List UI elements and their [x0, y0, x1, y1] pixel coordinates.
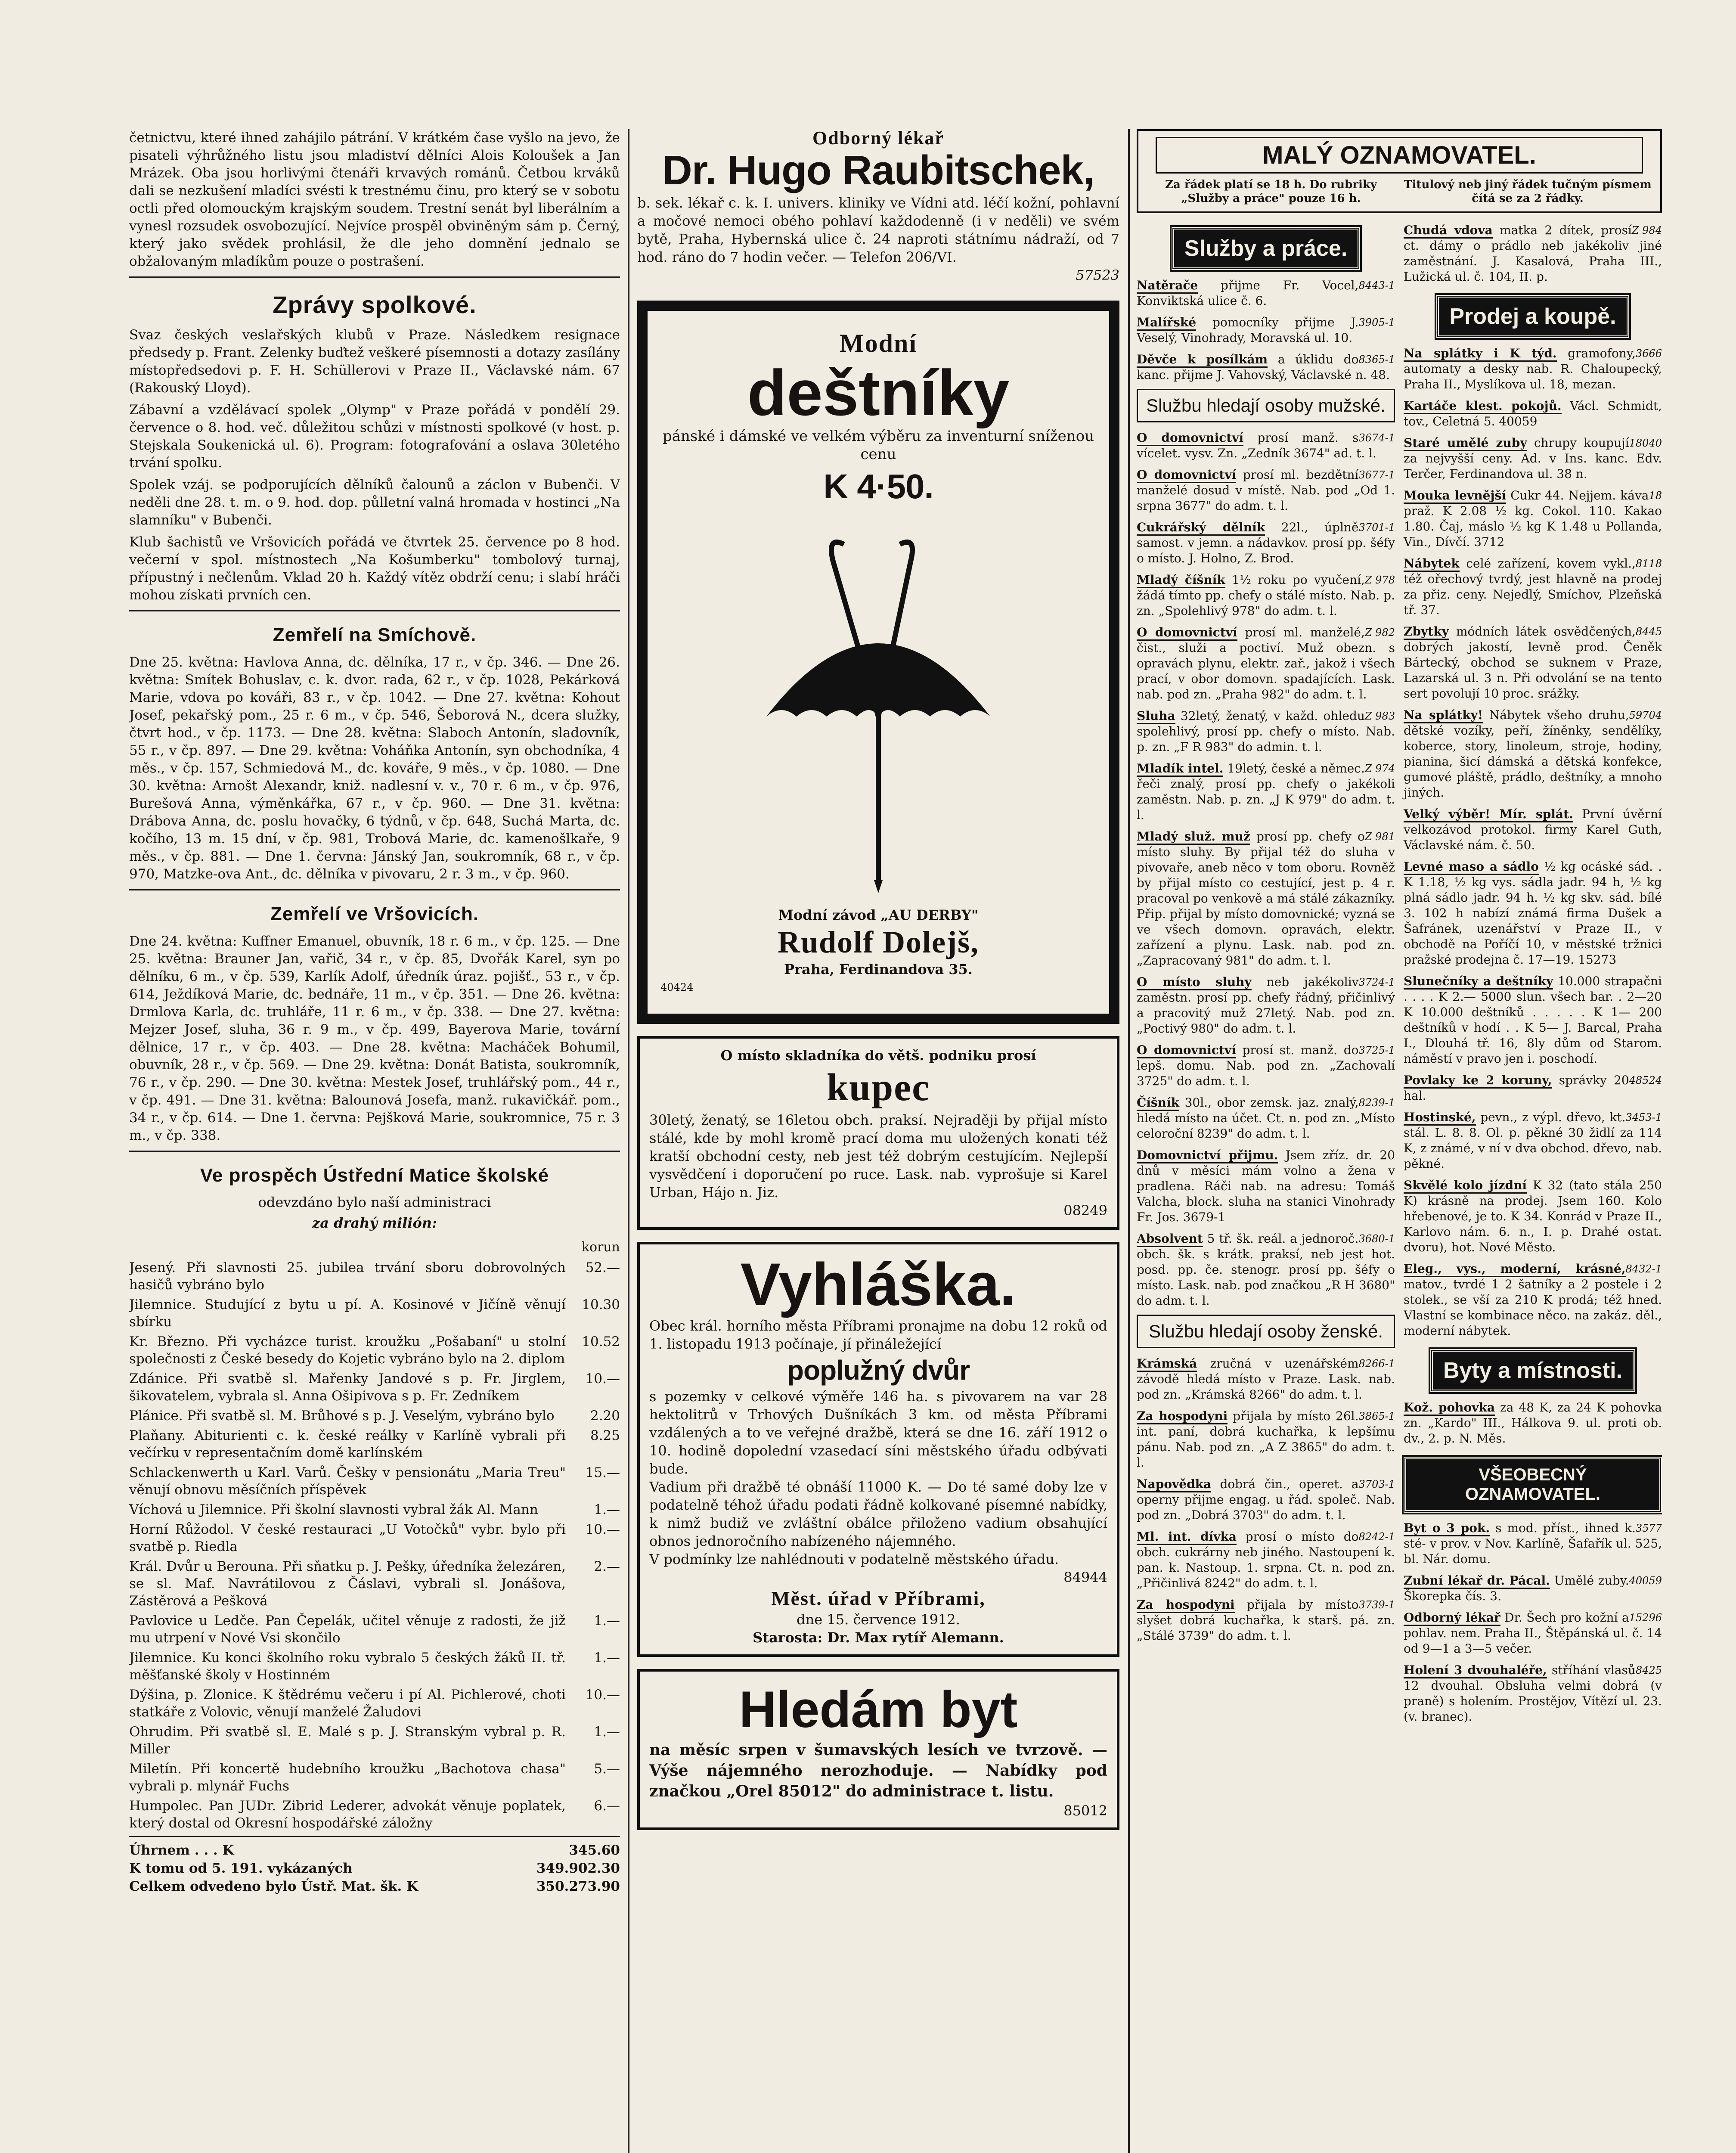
ad-vyhlaska-big: Vyhláška.	[740, 1250, 1017, 1318]
donation-row	[129, 1407, 620, 1424]
ad-raubitschek-body: b. sek. lékař c. k. I. univers. kliniky ve Vídni atd. léčí kožní, pohlavní a močové nemoci obého pohlaví každodenně (i v neděli) ve svém bytě, Praha, Hybernská ulice č. 24 naproti státnímu nádraží, od 7 hod. ráno do 7 hodin večer. — Telefon 206/VI.	[637, 195, 1119, 265]
ad-raubitschek-name: Dr. Hugo Raubitschek,	[662, 147, 1094, 193]
classified-ad	[1137, 430, 1395, 461]
classified-ad	[1137, 1095, 1395, 1142]
classified-text: zručná v uzenářském závodě hledá místo v Praze. Lask. nab. pod zn. „Krámská 8266" do adm. t. l.	[1137, 1356, 1395, 1402]
donation-amount: 1.—	[594, 1724, 620, 1740]
classified-text: matka 2 dítek, prosí ct. dámy o prádlo neb jakékoliv jiné zaměstnání. J. Kasalová, Praha III., Lužická ul. č. 104, II. p.	[1404, 223, 1662, 284]
classified-ad	[1137, 708, 1395, 755]
classified-ad	[1137, 1231, 1395, 1309]
donation-amount: 2.—	[594, 1559, 620, 1574]
classified-keyword: Levné maso a sádlo	[1404, 859, 1539, 875]
classified-ad	[1137, 520, 1395, 566]
badge-oznamovatel: VŠEOBECNÝ OZNAMOVATEL.	[1404, 1457, 1662, 1513]
newspaper-page	[129, 129, 1662, 2153]
ad-kupec-line1: O místo skladníka do větš. podniku prosí	[720, 1047, 1036, 1064]
donation-row	[129, 1723, 620, 1758]
ad-kupec-body: 30letý, ženatý, se 16letou obch. praksí. Nejraději by přijal místo stálé, kde by mohl kromě prací doma mu uložených konati též kratší obchodní cesty, neb jest též dobrým cestujícím. Nejlepší vysvědčení i doporučení po ruce. Lask. nab. vyprošuje si Karel Urban, Hájo n. Jiz.	[649, 1112, 1107, 1201]
ad-destniky-store: Modní závod „AU DERBY"	[778, 907, 979, 923]
ad-vyhlaska-p2: s pozemky v celkové výměře 146 ha. s pivovarem na var 28 hektolitrů v Trhových Dušníkách 3 km. od města Příbrami vzdálených a to ve veřejné dražbě, která se dne 16. září 1912 o 10. hodině dopolední vzasedací síni městského úřadu odbývati bude.	[649, 1388, 1107, 1477]
classified-number: 8365-1	[1358, 354, 1395, 366]
masthead-note-left: Za řádek platí se 18 h. Do rubriky „Služby a práce" pouze 16 h.	[1165, 178, 1377, 205]
classified-ad	[1137, 1148, 1395, 1225]
classified-keyword: Cukrářský dělník	[1137, 520, 1265, 536]
classified-ad	[1404, 1178, 1662, 1255]
donation-amount: 10.—	[585, 1687, 620, 1703]
classified-keyword: Holení 3 dvouhaléře,	[1404, 1663, 1547, 1678]
classified-ad	[1137, 315, 1395, 346]
ad-byt-big: Hledám byt	[739, 1681, 1018, 1738]
column-rule	[628, 129, 629, 2153]
classified-ad	[1137, 1408, 1395, 1470]
classified-keyword: Ml. int. dívka	[1137, 1529, 1237, 1545]
ad-destniky-big: deštníky	[747, 357, 1010, 429]
classified-number: 3577	[1635, 1522, 1662, 1534]
donation-row	[129, 1612, 620, 1647]
classified-ad	[1404, 974, 1662, 1067]
classified-text: celé zařízení, kovem vykl., též ořechový tvrdý, jest hlavně na prodej za přiz. ceny. Nejedlý, Smíchov, Plzeňská tř. 37.	[1404, 556, 1662, 617]
classified-number: 8239-1	[1358, 1097, 1395, 1109]
classified-keyword: Mouka levnější	[1404, 488, 1506, 504]
classified-number: 8443-1	[1358, 279, 1395, 292]
classified-number: 3905-1	[1358, 316, 1395, 329]
classified-text: přijala by místo slyšet dobrá kuchařka, k starš. pá. zn. „Stálé 3739" do adm. t. l.	[1137, 1598, 1395, 1643]
classified-ad	[1137, 625, 1395, 702]
divider	[129, 1151, 620, 1152]
classified-keyword: Zubní lékař dr. Pácal.	[1404, 1573, 1550, 1589]
donation-row	[129, 1501, 620, 1518]
donation-text: Dýšina, p. Zlonice. K štědrému večeru i pí Al. Pichlerové, choti statkáře z Volovic, věnují manželé Žaludovi	[129, 1687, 566, 1720]
classified-number: 3703-1	[1358, 1478, 1395, 1490]
classified-keyword: Staré umělé zuby	[1404, 436, 1527, 451]
classified-number: 3701-1	[1358, 521, 1395, 534]
classified-ad	[1137, 1356, 1395, 1402]
classified-text: pomocníky přijme J. Veselý, Vinohrady, Moravská ul. 10.	[1137, 315, 1359, 345]
seek-male-heading: Službu hledají osoby mužské.	[1137, 389, 1395, 422]
classified-number: 3865-1	[1358, 1410, 1395, 1422]
donation-text: Král. Dvůr u Berouna. Při sňatku p. J. Pešky, úředníka železáren, se sl. Maf. Navrátilovou z Čáslavi, vybrali sl. Jonášova, Zástěrová a Pešková	[129, 1559, 566, 1609]
donation-row	[129, 1259, 620, 1294]
classified-number: 3677-1	[1358, 469, 1395, 481]
donation-text: Ohrudim. Při svatbě sl. E. Malé s p. J. Stranským vybral p. R. Miller	[129, 1724, 566, 1757]
classified-text: První úvěrní velkozávod protokol. firmy Karel Guth, Václavské nám. č. 50.	[1404, 807, 1662, 852]
donation-text: Zdánice. Při svatbě sl. Mařenky Jandové s p. Fr. Jirglem, šikovatelem, vybrala sl. Anna Ošipivova s p. Fr. Zedníkem	[129, 1371, 566, 1404]
classified-ad	[1404, 859, 1662, 968]
classified-keyword: Kartáče klest. pokojů.	[1404, 399, 1562, 414]
ad-destniky-price: K 4·50.	[823, 467, 933, 506]
classified-number: 3453-1	[1625, 1111, 1662, 1123]
classified-keyword: Nábytek	[1404, 556, 1460, 572]
classified-ad	[1404, 398, 1662, 429]
classified-text: 30l., obor zemsk. jaz. znalý, hledá místo na účet. Ct. n. pod zn. „Místo celoroční 8239" do adm. t. l.	[1137, 1095, 1395, 1141]
classified-text: stříhání vlasů 12 dvouhal. Obsluha velmi dobrá (v praně) s holením. Prostějov, Vítězí ul. 23. (v. branec).	[1404, 1663, 1662, 1724]
ad-vyhlaska-date: dne 15. července 1912.	[797, 1611, 960, 1628]
classified-number: 3725-1	[1358, 1044, 1395, 1056]
classified-keyword: Na splátky i K týd.	[1404, 346, 1557, 362]
ad-vyhlaska-p3: Vadium při dražbě té obnáší 11000 K. — Do té samé doby lze v podatelně téhož úřadu podati řádně kolkované písemné nabídky, k nimž budiž ve zvláštní obálce přiloženo vadium obsahující obnos jednoročního nabízeného nájemného.	[649, 1479, 1107, 1549]
ad-vyhlaska-number: 84944	[1063, 1569, 1107, 1585]
classified-keyword: Na splátky!	[1404, 708, 1483, 723]
classified-text: pevn., z výpl. dřevo, kt. stál. L. 8. 8. Ol. p. pěkné 30 židlí za 114 K, z známé, v ní v dva obchod. dřevo, nab. pěkné.	[1404, 1110, 1662, 1171]
donation-text: Jesený. Při slavnosti 25. jubilea trvání sboru dobrovolných hasičů vybráno bylo	[129, 1260, 566, 1293]
classified-keyword: Děvče k posílkám	[1137, 352, 1268, 368]
donation-row	[129, 1558, 620, 1610]
umbrella-icon	[758, 518, 999, 897]
column-rule	[1128, 129, 1130, 2153]
donation-row	[129, 1370, 620, 1405]
classified-keyword: Mladý služ. muž	[1137, 829, 1250, 845]
classified-keyword: Skvělé kolo jízdní	[1404, 1178, 1527, 1194]
ad-kupec-big: kupec	[826, 1066, 930, 1109]
divider	[129, 276, 620, 278]
ad-hledam-byt	[637, 1669, 1119, 1830]
classified-number: 3666	[1635, 347, 1662, 360]
divider	[129, 1836, 620, 1837]
donation-row	[129, 1427, 620, 1461]
classified-text: ½ kg ocáské sád. . K 1.18, ½ kg vys. sádla jadr. 94 h, ½ kg plná sádlo jadr. 94 h. ½ kg skv. sád. bílé 3. 102 h nabízí známá firma Dušek a Šafránek, uzenářství v Praze II., v obchodě na Poříčí 10, v městské tržnici pražské prodejna č. 17—19. 15273	[1404, 859, 1662, 967]
classified-ad	[1404, 1261, 1662, 1339]
section-heading-spolkove: Zprávy spolkové.	[273, 291, 477, 318]
donation-text: Humpolec. Pan JUDr. Zibrid Lederer, advokát věnuje poplatek, který dostal od Okresní hospodářské záložny	[129, 1798, 566, 1831]
donation-amount: 10.30	[582, 1297, 620, 1312]
donation-row	[129, 1333, 620, 1368]
spolkove-item: Svaz českých veslařských klubů v Praze. Následkem resignace předsedy p. Frant. Zelenky buďtež veškeré písemnosti a dotazy zasílány místopředsedovi p. F. H. Schüllerovi v Praze II., Václavské nám. 67 (Rakouský Lloyd).	[129, 327, 620, 396]
classified-ad	[1137, 829, 1395, 968]
donation-text: Miletín. Při koncertě hudebního kroužku „Bachotova chasa" vybrali p. mlynář Fuchs	[129, 1761, 566, 1794]
classified-ad	[1137, 974, 1395, 1036]
classified-ad	[1137, 761, 1395, 823]
classified-keyword: Slunečníky a deštníky	[1404, 974, 1553, 990]
ad-destniky-line2: pánské i dámské ve velkém výběru za inventurní sníženou cenu	[662, 428, 1094, 463]
classified-text: 1½ roku po vyučení, žádá tímto pp. chefy o stálé místo. Nab. p. zn. „Spolehlivý 978" do adm. t. l.	[1137, 573, 1395, 618]
classified-text: chrupy koupují za nejvyšší ceny. Ad. v Ins. kanc. Edv. Terčer, Ferdinandova ul. 38 n.	[1404, 436, 1662, 481]
donation-amount: 1.—	[594, 1502, 620, 1517]
classifieds-title: MALÝ OZNAMOVATEL.	[1156, 137, 1643, 174]
classified-ad	[1137, 1477, 1395, 1523]
classified-number: Z 981	[1364, 831, 1395, 843]
classified-number: Z 984	[1631, 224, 1662, 236]
classified-keyword: Velký výběr! Mír. splát.	[1404, 807, 1573, 822]
classified-text: K 32 (tato stála 250 K) krásně na prodej. Jsem 160. Kolo hřebenové, je to. K 34. Konrád v Praze II., Karlovo nám. 6. n., I. p. Drahé ostat. dvoru), hot. Nové Město.	[1404, 1178, 1662, 1254]
matice-subheading-2: za drahý milión:	[312, 1215, 437, 1231]
classified-number: Z 978	[1364, 574, 1395, 586]
classified-text: 5 tř. šk. reál. a jednoroč. obch. šk. s krátk. praksí, neb jest hot. posd. pp. če. stenogr. prosí pp. šéfy o místo. Lask. nab. pod značkou „R H 3680" do adm. t. l.	[1137, 1232, 1395, 1308]
donation-amount: 52.—	[585, 1260, 620, 1275]
donation-amount: 1.—	[594, 1613, 620, 1629]
previous-value: 349.902.30	[536, 1861, 620, 1876]
spolkove-item: Spolek vzáj. se podporujících dělníků čalounů a záclon v Bubenči. V neděli dne 28. t. m. o 9. hod. dop. půlletní valná hromada v hostinci „Na slamníku" v Bubenči.	[129, 477, 620, 528]
grand-total-row	[129, 1877, 620, 1896]
classified-ad	[1137, 1529, 1395, 1591]
classified-keyword: Sluha	[1137, 709, 1175, 724]
classified-number: Z 974	[1364, 763, 1395, 775]
classified-keyword: Napovědka	[1137, 1477, 1211, 1492]
spolkove-item: Zábavní a vzdělávací spolek „Olymp" v Praze pořádá v pondělí 29. července o 8. hod. več. důležitou schůzi v místnosti spolkové (v host. p. Stejskala Soukenická ul. 6). Program: fotografování a oslava 30letého trvání spolku.	[129, 402, 620, 471]
classified-number: 3680-1	[1358, 1233, 1395, 1245]
ad-kupec-number: 08249	[1063, 1202, 1107, 1219]
badge-prodej: Prodej a koupě.	[1436, 295, 1629, 338]
classified-keyword: O místo sluhy	[1137, 975, 1252, 990]
donation-text: Plaňany. Abiturienti c. k. české reálky v Karlíně vybrali při večírku v representačním domě karlínském	[129, 1428, 566, 1461]
classified-text: 32letý, ženatý, v každ. ohledu spolehlivý, prosí pp. chefy o místo. Nab. p. zn. „F R 983" do admin. t. l.	[1137, 709, 1395, 754]
classified-text: prosí o místo do obch. cukrárny neb jiného. Nastoupení k. pan. k. Nastoup. 1. srpna. Ct. n. pod zn. „Přičinlivá 8242" do adm. t. l.	[1137, 1529, 1395, 1590]
classified-keyword: Domovnictví přijmu.	[1137, 1148, 1278, 1163]
classified-ad	[1404, 1400, 1662, 1446]
ad-vyhlaska-signed: Starosta: Dr. Max rytíř Alemann.	[753, 1629, 1004, 1646]
donation-text: Jilemnice. Studující z bytu u pí. A. Kosinové v Jičíně věnují sbírku	[129, 1297, 566, 1330]
classified-number: Z 983	[1364, 710, 1395, 722]
classified-text: Václ. Schmidt, tov., Celetná 5. 40059	[1404, 399, 1662, 428]
ad-byt-number: 85012	[1063, 1802, 1107, 1819]
classified-number: 18040	[1629, 437, 1662, 449]
smichov-deaths: Dne 25. května: Havlova Anna, dc. dělníka, 17 r., v čp. 346. — Dne 26. května: Smítek Bohuslav, c. k. dvor. rada, 62 r., v čp. 1028, Pekárková Marie, vdova po kováři, 83 r., v čp. 1042. — Dne 27. května: Kohout Josef, pekařský pom., 25 r. 6 m., v čp. 546, Šeborová N., dcera služky, čtvrt hod., v čp. 1173. — Dne 28. května: Slaboch Antonín, sladovník, 55 r., v čp. 897. — Dne 29. května: Voháňka Antonín, syn obchodníka, 4 měs., v čp. 157, Schmiedová M., dc. kováře, 9 měs., v čp. 1080. — Dne 30. května: Arnošt Alexandr, kniž. nadlesní v. v., 70 r. 6 m., v čp. 976, Burešová Anna, výměnkářka, 67 r., v čp. 960. — Dne 31. května: Drábova Anna, dc. poslu hovačky, 6 týdnů, v čp. 648, Suchá Marta, dc. kočího, 13 m. 15 dní, v čp. 981, Trobová Marie, dc. kamenošlkaře, 9 měs., v čp. 881. — Dne 1. června: Jánský Jan, soukromník, 68 r., v čp. 970, Matzke-ova Ant., dc. dělníka v pivovaru, 2 r. 3 m., v čp. 960.	[129, 655, 620, 882]
classified-keyword: Povlaky ke 2 koruny,	[1404, 1073, 1552, 1089]
ad-vyhlaska-p1: Obec král. horního města Příbrami pronajme na dobu 12 roků od 1. listopadu 1913 počínaje, jí přináležející	[649, 1318, 1107, 1352]
classified-number: 3674-1	[1358, 432, 1395, 444]
ad-kupec	[637, 1036, 1119, 1230]
classified-number: 59704	[1629, 709, 1662, 721]
classified-number: 18	[1649, 490, 1662, 502]
classified-keyword: Zbytky	[1404, 624, 1449, 640]
classified-text: 22l., úplně samost. v jemn. a nádavkov. prosí pp. šéfy o místo. J. Holno, Z. Brod.	[1137, 520, 1395, 565]
classified-keyword: O domovnictví	[1137, 431, 1243, 446]
donation-amount: 1.—	[594, 1650, 620, 1666]
total-row	[129, 1841, 620, 1859]
section-heading-matice: Ve prospěch Ústřední Matice školské	[200, 1165, 549, 1186]
classified-number: 8118	[1635, 558, 1662, 570]
classified-ad	[1404, 1663, 1662, 1725]
ad-destniky-line1: Modní	[839, 329, 918, 357]
donation-text: Víchová u Jilemnice. Při školní slavnosti vybral žák Al. Mann	[129, 1502, 538, 1517]
classified-ad	[1137, 352, 1395, 383]
classified-ad	[1404, 223, 1662, 285]
classified-text: Dr. Šech pro kožní a pohlav. nem. Praha II., Štěpánská ul. č. 14 od 9—1 a 3—5 večer.	[1404, 1610, 1662, 1656]
classified-ad	[1404, 807, 1662, 853]
previous-label: K tomu od 5. 191. vykázaných	[129, 1861, 353, 1876]
classified-keyword: Malířské	[1137, 315, 1196, 331]
classified-text: Cukr 44. Nejjem. káva praž. K 2.08 ½ kg. Cokol. 110. Kakao 1.80. Čaj, máslo ½ kg K 1.48 u Pollanda, Vin., Dívčí. 3712	[1404, 488, 1662, 549]
classified-number: 8242-1	[1358, 1531, 1395, 1543]
donations-list	[129, 1259, 620, 1832]
classified-text: za 48 K, za 24 K pohovka zn. „Kardo" III., Hálkova 9. ul. proti ob. dv., 2. p. N. Měs.	[1404, 1400, 1662, 1446]
classified-text: a úklidu do kanc. přijme J. Vahovský, Václavské n. 48.	[1137, 352, 1390, 382]
masthead-note-right: Titulový neb jiný řádek tučným písmem čítá se za 2 řádky.	[1404, 178, 1652, 205]
donation-amount: 2.20	[590, 1408, 620, 1424]
section-heading-vrsovice: Zemřelí ve Vršovicích.	[270, 903, 479, 924]
donation-text: Horní Růžodol. V české restauraci „U Votočků" vybr. bylo při svatbě p. Riedla	[129, 1522, 566, 1554]
classified-text: prosí pp. chefy o místo sluhy. By přijal též do sluha v pivovaře, aneb něco v tom oboru. Rovněž by přijal místo co cestující, jest p. 4 r. pracoval po venkově a má stálé zákazníky. Přip. přijal by místo domovnické; vyzná se ve všech domovn. opravách, elektr. zařízení a plynu. Lask. nab. pod zn. „Zapracovaný 981" do adm. t. l.	[1137, 829, 1395, 968]
classified-ad	[1404, 624, 1662, 701]
classified-ad	[1137, 572, 1395, 619]
classified-text: přijala by místo 26l. int. paní, dobrá kuchařka, k lepšímu pánu. Nab. pod zn. „A Z 3865" do adm. t. l.	[1137, 1409, 1395, 1470]
classified-text: neb jakékoliv zaměstn. prosí pp. chefy řádný, přičinlivý a pracovitý muž 27letý. Nab. pod zn. „Poctivý 980" do adm. t. l.	[1137, 975, 1395, 1036]
classified-keyword: Natěrače	[1137, 278, 1198, 294]
classified-text: 19letý, české a němec. řeči znalý, prosí pp. chefy o jakékoli zaměstn. Nab. p. zn. „J K 979" do adm. t. l.	[1137, 761, 1395, 822]
section-heading-smichov: Zemřelí na Smíchově.	[273, 624, 477, 645]
classified-text: 10.000 strapačni . . . . K 2.— 5000 slun. všech bar. . 2—20 K 10.000 deštníků . . . . . K 1— 200 deštníků v hodí . . K 5— J. Barcal, Praha I., Dlouhá tř. 16, 8ly dům od Starom. náměstí v pravo jen i. poschodí.	[1404, 974, 1662, 1066]
classified-text: prosí manž. s vícelet. vysv. Zn. „Zedník 3674" ad. t. l.	[1137, 431, 1376, 460]
classified-text: dobrá čin., operet. a operny přijme engag. u řád. společ. Nab. pod zn. „Dobrá 3703" do adm. t. l.	[1137, 1477, 1395, 1522]
classified-ad	[1404, 1073, 1662, 1104]
classified-ad	[1404, 1520, 1662, 1567]
classified-ad	[1404, 707, 1662, 800]
ad-raubitschek	[637, 129, 1119, 289]
ad-vyhlaska-mid: poplužný dvůr	[787, 1355, 970, 1386]
classified-number: 3724-1	[1358, 976, 1395, 988]
classified-number: 15296	[1629, 1612, 1662, 1624]
donation-text: Schlackenwerth u Karl. Varů. Češky v pensionátu „Maria Treu" věnují obnovu měsíčních příspěvek	[129, 1465, 566, 1498]
matice-subheading: odevzdáno bylo naší administraci	[258, 1194, 491, 1210]
classified-keyword: Za hospodyni	[1137, 1409, 1228, 1424]
divider	[129, 610, 620, 611]
classified-keyword: Za hospodyni	[1137, 1598, 1235, 1613]
ad-destniky-address: Praha, Ferdinandova 35.	[784, 961, 973, 977]
classified-keyword: Kož. pohovka	[1404, 1400, 1495, 1416]
donation-row	[129, 1296, 620, 1331]
classified-text: matov., tvrdé 1 2 šatníky a 2 postele i 2 stolek., se vší za 210 K prodá; též hned. Vlastní se kombinace něco. na zakáz. děl., moderní nábytek.	[1404, 1277, 1662, 1338]
classified-ad	[1404, 435, 1662, 482]
ad-vyhlaska-office: Měst. úřad v Příbrami,	[771, 1587, 986, 1609]
classified-ad	[1137, 1042, 1395, 1089]
classified-keyword: Hostinské,	[1404, 1110, 1476, 1126]
classified-keyword: Chudá vdova	[1404, 223, 1493, 239]
ad-destniky-owner: Rudolf Dolejš,	[777, 925, 979, 959]
column-3	[1137, 129, 1662, 2153]
donation-amount: 15.—	[585, 1465, 620, 1480]
classified-keyword: Odborný lékař	[1404, 1610, 1500, 1626]
classified-number: 40059	[1629, 1575, 1662, 1587]
ad-raubitschek-line1: Odborný lékař	[812, 129, 944, 149]
badge-byty: Byty a místnosti.	[1430, 1349, 1635, 1392]
classified-ad	[1404, 1610, 1662, 1657]
donation-text: Pavlovice u Ledče. Pan Čepelák, učitel věnuje z radosti, že již mu utrpení v Nové Vsi skončilo	[129, 1613, 566, 1646]
classified-number: 3739-1	[1358, 1599, 1395, 1611]
classified-text: Jsem zříz. dr. 20 dnů v měsíci mám volno a žena v pradlena. Ráči nab. na adresu: Tomáš Valcha, block. sluha na stanici Vinohrady Fr. Jos. 3679-1	[1137, 1148, 1395, 1224]
classifieds-right	[1404, 223, 1662, 1731]
classified-number: 8425	[1635, 1664, 1662, 1676]
classified-text: prosí ml. manželé, čist., služi a poctiví. Muž obezn. s opravách plynu, elektr. zař., jakož i všech prací, v obor domovn. spadajících. Lask. nab. pod zn. „Praha 982" do adm. t. l.	[1137, 625, 1395, 701]
donation-amount: 8.25	[590, 1428, 620, 1443]
classified-text: správky 20 hal.	[1404, 1073, 1629, 1103]
donation-text: Plánice. Při svatbě sl. M. Brůhové s p. J. Veselým, vybráno bylo	[129, 1408, 555, 1424]
donation-amount: 10.—	[585, 1371, 620, 1387]
divider	[129, 889, 620, 890]
ad-byt-body: na měsíc srpen v šumavských lesích ve tvrzově. — Výše nájemného nerozhoduje. — Nabídky pod značkou „Orel 85012" do administrace t. listu.	[649, 1741, 1107, 1800]
classified-ad	[1404, 1573, 1662, 1604]
donation-row	[129, 1760, 620, 1795]
classified-text: prosí ml. bezdětní manželé dosud v místě. Nab. pod „Od 1. srpna 3677" do adm. t. l.	[1137, 468, 1395, 513]
classified-number: Z 982	[1364, 627, 1395, 639]
classified-ad	[1404, 556, 1662, 618]
donation-row	[129, 1649, 620, 1684]
donation-row	[129, 1797, 620, 1832]
vrsovice-deaths: Dne 24. května: Kuffner Emanuel, obuvník, 18 r. 6 m., v čp. 125. — Dne 25. května: Brauner Jan, vařič, 34 r., v čp. 85, Dvořák Karel, syn po dělníku, 6 m., v čp. 539, Karlík Adolf, úředník úraz. pojišť., 53 r., v čp. 614, Ježdíková Marie, dc. bednáře, 11 m., v čp. 351. — Dne 26. května: Drmlova Karla, dc. truhláře, 11 r. 6 m., v čp. 338. — Dne 27. května: Mejzer Josef, sluha, 36 r. 9 m., v čp. 499, Bayerova Marie, tovární dělnice, 17 r., v čp. 403. — Dne 28. května: Macháček Bohumil, obuvník, 28 r., v čp. 569. — Dne 29. května: Donát Batista, soukromník, 76 r., v čp. 290. — Dne 30. května: Mestek Josef, truhlářský pom., 44 r., v čp. 491. — Dne 31. května: Balounová Josefa, manž. rukavičkář. pom., 34 r., v čp. 614. — Dne 1. června: Pejšková Marie, soukromnice, 75 r. 3 m., v čp. 338.	[129, 934, 620, 1143]
ad-destniky-number: 40424	[660, 981, 694, 993]
classified-keyword: Eleg., vys., moderní, krásné,	[1404, 1262, 1626, 1277]
donation-text: Jilemnice. Ku konci školního roku vybralo 5 českých žáků II. tř. měšťanské školy v Hostinném	[129, 1650, 566, 1683]
classifieds-left	[1137, 223, 1395, 1731]
donation-row	[129, 1686, 620, 1721]
donation-text: Kr. Březno. Při vycházce turist. kroužku „Pošabaní" u stolní společnosti z České besedy do Kojetic vybráno bylo na 2. diplom	[129, 1334, 566, 1367]
classified-text: Umělé zuby. Škorepka čís. 3.	[1404, 1573, 1629, 1603]
classified-text: Nábytek všeho druhu, dětské vozíky, peří, žíněnky, sendělíky, koberce, story, linoleum, stroje, hodiny, pianina, šicí dámská a dětská konfekce, gumové pláště, prádlo, deštníky, a mnoho jiných.	[1404, 708, 1662, 800]
classified-keyword: O domovnictví	[1137, 1043, 1236, 1058]
classified-number: 48524	[1629, 1074, 1662, 1086]
classified-ad	[1137, 467, 1395, 514]
classified-text: přijme Fr. Vocel, Konviktská ulice č. 6.	[1137, 278, 1359, 308]
spolkove-item: Klub šachistů ve Vršovicích pořádá ve čtvrtek 25. července po 8 hod. večerní v spol. místnostech „Na Košumberku" tombolový turnaj, přípustný i nečlenům. Vklad 20 h. Každý vítěz obdrží cenu; i slabí hráči mohou získati prvních cen.	[129, 534, 620, 603]
donation-amount: 10.52	[582, 1334, 620, 1350]
classified-ad	[1137, 278, 1395, 309]
donation-amount: 6.—	[594, 1798, 620, 1814]
classified-text: gramofony, automaty a desky nab. R. Chaloupecký, Praha II., Myslíkova ul. 18, mezan.	[1404, 346, 1662, 391]
classified-keyword: Byt o 3 pok.	[1404, 1521, 1490, 1536]
classified-ad	[1137, 1597, 1395, 1644]
classified-keyword: O domovnictví	[1137, 468, 1236, 483]
classified-keyword: Absolvent	[1137, 1232, 1203, 1247]
koruny-label: korun	[581, 1240, 620, 1255]
classified-text: prosí st. manž. do lepš. domu. Nab. pod zn. „Zachovalí 3725" do adm. t. l.	[1137, 1043, 1395, 1088]
column-1	[129, 129, 620, 2153]
seek-female-heading: Službu hledají osoby ženské.	[1137, 1315, 1395, 1348]
ad-destniky	[637, 301, 1119, 1024]
ad-raubitschek-number: 57523	[1076, 267, 1119, 283]
classified-keyword: Krámská	[1137, 1356, 1197, 1372]
badge-sluzby: Služby a práce.	[1172, 227, 1361, 270]
classified-ad	[1404, 346, 1662, 392]
donation-row	[129, 1521, 620, 1555]
classified-ad	[1404, 1110, 1662, 1172]
donation-row	[129, 1464, 620, 1498]
classified-text: módních látek osvědčených, dobrých jakostí, levně prod. Čeněk Bártecký, obchod se suknem v Praze, Lazarská ul. 3 n. Při odvolání se na tento sert povolují 10 proc. srážky.	[1404, 624, 1662, 701]
classified-number: 8432-1	[1625, 1263, 1662, 1275]
grand-total-label: Celkem odvedeno bylo Ústř. Mat. šk. K	[129, 1879, 418, 1894]
classified-keyword: O domovnictví	[1137, 625, 1237, 641]
ad-vyhlaska	[637, 1242, 1119, 1657]
previous-row	[129, 1859, 620, 1877]
lead-paragraph: četnictvu, které ihned zahájilo pátrání. V krátkém čase vyšlo na jevo, že pisateli výhrůžného listu jsou mladiství dělníci Alois Koloušek a Jan Mrázek. Oba jsou horlivými čtenáři krvavých románů. Četbou krváků dali se nezkušení mladíci svésti k trestnému činu, pro který se v sobotu octli před olomouckým krajským soudem. Trestní senát byl liberálním a vynesl rozsudek osvobozující. Nejvíce prospěl obviněným sám p. Černý, který jako svědek prohlásil, že dle jeho domnění jednalo se obžalovaným mladíkům pouze o postrašení.	[129, 130, 620, 269]
classified-keyword: Mladík intel.	[1137, 761, 1223, 777]
ad-vyhlaska-p4: V podmínky lze nahlédnouti v podatelně městského úřadu.	[649, 1551, 1059, 1567]
classified-keyword: Číšník	[1137, 1095, 1179, 1111]
classified-text: s mod. příst., ihned k. sté- v prov. v Nov. Karlíně, Šafařík ul. 525, bl. Nár. domu.	[1404, 1521, 1662, 1566]
donation-amount: 10.—	[585, 1522, 620, 1537]
grand-total-value: 350.273.90	[536, 1879, 620, 1894]
classified-ad	[1404, 488, 1662, 550]
classified-number: 8266-1	[1358, 1358, 1395, 1370]
classified-keyword: Mladý číšník	[1137, 573, 1225, 588]
donation-amount: 5.—	[594, 1761, 620, 1777]
total-value: 345.60	[569, 1843, 620, 1858]
classified-number: 8445	[1635, 626, 1662, 638]
total-label: Úhrnem . . . K	[129, 1843, 234, 1858]
column-2	[637, 129, 1119, 2153]
classifieds-masthead	[1137, 129, 1662, 213]
